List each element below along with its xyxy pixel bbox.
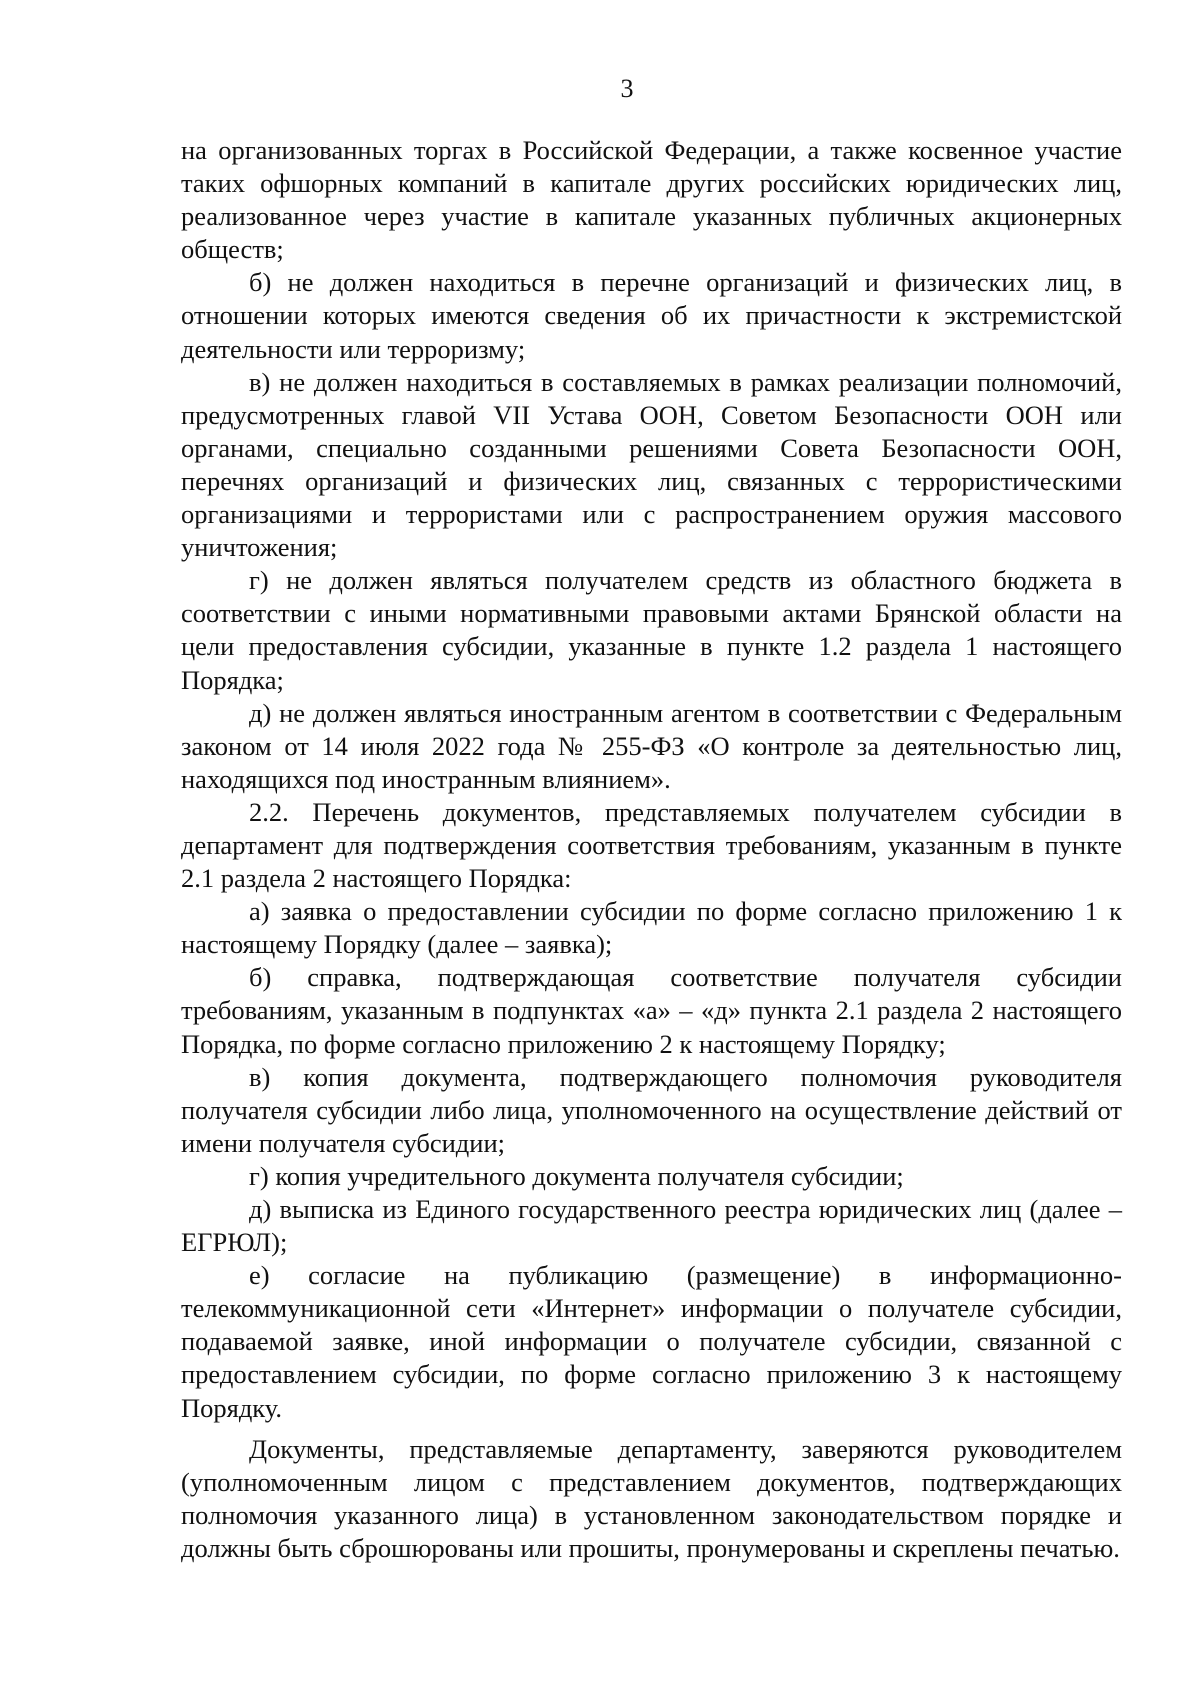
paragraph-doc-d: д) выписка из Единого государственного реестра юридических лиц (далее – ЕГРЮЛ);	[181, 1194, 1122, 1258]
document-body	[181, 134, 1122, 1565]
paragraph-item-v: в) не должен находиться в составляемых в рамках реализации полномочий, предусмотренных главой VII Устава ООН, Советом Безопасности ООН или органами, специально созданными решениями Совета Безопасности ООН, перечнях организаций и физических лиц, связанных с террористическими организациями и террористами или с распространением оружия массового уничтожения;	[181, 366, 1122, 563]
paragraph-doc-g: г) копия учредительного документа получателя субсидии;	[249, 1160, 904, 1191]
paragraph-item-b: б) не должен находиться в перечне организаций и физических лиц, в отношении которых имеются сведения об их причастности к экстремистской деятельности или терроризму;	[181, 267, 1122, 364]
paragraph-doc-e: е) согласие на публикацию (размещение) в информационно-телекоммуникационной сети «Интернет» информации о получателе субсидии, подаваемой заявке, иной информации о получателе субсидии, связанной с предоставлением субсидии, по форме согласно приложению 3 к настоящему Порядку.	[181, 1260, 1122, 1423]
paragraph-doc-b: б) справка, подтверждающая соответствие получателя субсидии требованиям, указанным в подпунктах «а» – «д» пункта 2.1 раздела 2 настоящего Порядка, по форме согласно приложению 2 к настоящему Порядку;	[181, 962, 1122, 1059]
paragraph-section-2-2: 2.2. Перечень документов, представляемых получателем субсидии в департамент для подтверждения соответствия требованиям, указанным в пункте 2.1 раздела 2 настоящего Порядка:	[181, 796, 1122, 894]
paragraph-item-g: г) не должен являться получателем средств из областного бюджета в соответствии с иными нормативными правовыми актами Брянской области на цели предоставления субсидии, указанные в пункте 1.2 раздела 1 настоящего Порядка;	[181, 565, 1122, 695]
page-number: 3	[620, 74, 634, 103]
paragraph-continuation: на организованных торгах в Российской Федерации, а также косвенное участие таких офшорных компаний в капитале других российских юридических лиц, реализованное через участие в капитале указанных публичных акционерных обществ;	[181, 135, 1122, 265]
paragraph-doc-a: а) заявка о предоставлении субсидии по форме согласно приложению 1 к настоящему Порядку (далее – заявка);	[181, 896, 1122, 960]
paragraph-item-d: д) не должен являться иностранным агентом в соответствии с Федеральным законом от 14 июля 2022 года № 255-ФЗ «О контроле за деятельностью лиц, находящихся под иностранным влиянием».	[181, 697, 1122, 794]
paragraph-certification: Документы, представляемые департаменту, заверяются руководителем (уполномоченным лицом с представлением документов, подтверждающих полномочия указанного лица) в установленном законодательством порядке и должны быть сброшюрованы или прошиты, пронумерованы и скреплены печатью.	[181, 1433, 1122, 1563]
paragraph-doc-v: в) копия документа, подтверждающего полномочия руководителя получателя субсидии либо лица, уполномоченного на осуществление действий от имени получателя субсидии;	[181, 1061, 1122, 1158]
